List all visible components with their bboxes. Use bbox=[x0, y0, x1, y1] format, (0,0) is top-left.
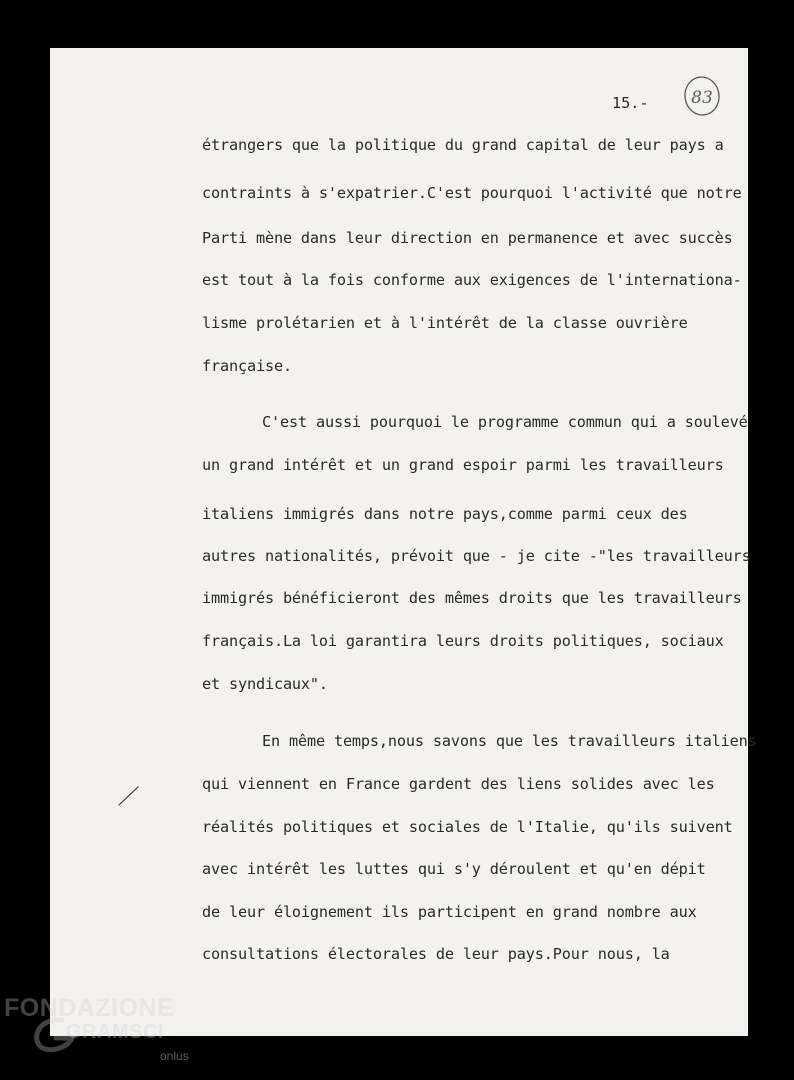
text-line-3: Parti mène dans leur direction en permanence et avec succès bbox=[202, 229, 733, 247]
text-line-17: avec intérêt les luttes qui s'y déroulent et qu'en dépit bbox=[202, 860, 706, 878]
text-line-14: En même temps,nous savons que les travailleurs italiens bbox=[262, 732, 757, 750]
text-line-5: lisme prolétarien et à l'intérêt de la classe ouvrière bbox=[202, 314, 688, 332]
text-line-13: et syndicaux". bbox=[202, 675, 328, 693]
watermark-line2: GRAMSCI bbox=[66, 1021, 164, 1043]
archive-stamp-number: 83 bbox=[691, 88, 713, 108]
text-line-6: française. bbox=[202, 357, 292, 375]
text-line-12: français.La loi garantira leurs droits politiques, sociaux bbox=[202, 632, 724, 650]
watermark-line1: FONDAZIONE bbox=[4, 994, 175, 1022]
text-line-9: italiens immigrés dans notre pays,comme parmi ceux des bbox=[202, 505, 688, 523]
watermark-line3: onlus bbox=[160, 1049, 189, 1063]
archive-stamp bbox=[682, 74, 722, 118]
text-line-10: autres nationalités, prévoit que - je cite -"les travailleurs bbox=[202, 547, 751, 565]
text-line-11: immigrés bénéficieront des mêmes droits que les travailleurs bbox=[202, 589, 742, 607]
text-line-7: C'est aussi pourquoi le programme commun qui a soulevé bbox=[262, 413, 748, 431]
text-line-15: qui viennent en France gardent des liens solides avec les bbox=[202, 775, 715, 793]
text-line-4: est tout à la fois conforme aux exigences de l'internationa- bbox=[202, 271, 742, 289]
text-line-18: de leur éloignement ils participent en grand nombre aux bbox=[202, 903, 697, 921]
text-line-1: étrangers que la politique du grand capital de leur pays a bbox=[202, 136, 724, 154]
text-line-19: consultations électorales de leur pays.Pour nous, la bbox=[202, 945, 670, 963]
page-number: 15.- bbox=[612, 94, 649, 112]
margin-pen-mark bbox=[114, 784, 144, 810]
text-line-16: réalités politiques et sociales de l'Italie, qu'ils suivent bbox=[202, 818, 733, 836]
text-line-8: un grand intérêt et un grand espoir parmi les travailleurs bbox=[202, 456, 724, 474]
fondazione-gramsci-watermark bbox=[2, 988, 202, 1074]
text-line-2: contraints à s'expatrier.C'est pourquoi l'activité que notre bbox=[202, 184, 742, 202]
